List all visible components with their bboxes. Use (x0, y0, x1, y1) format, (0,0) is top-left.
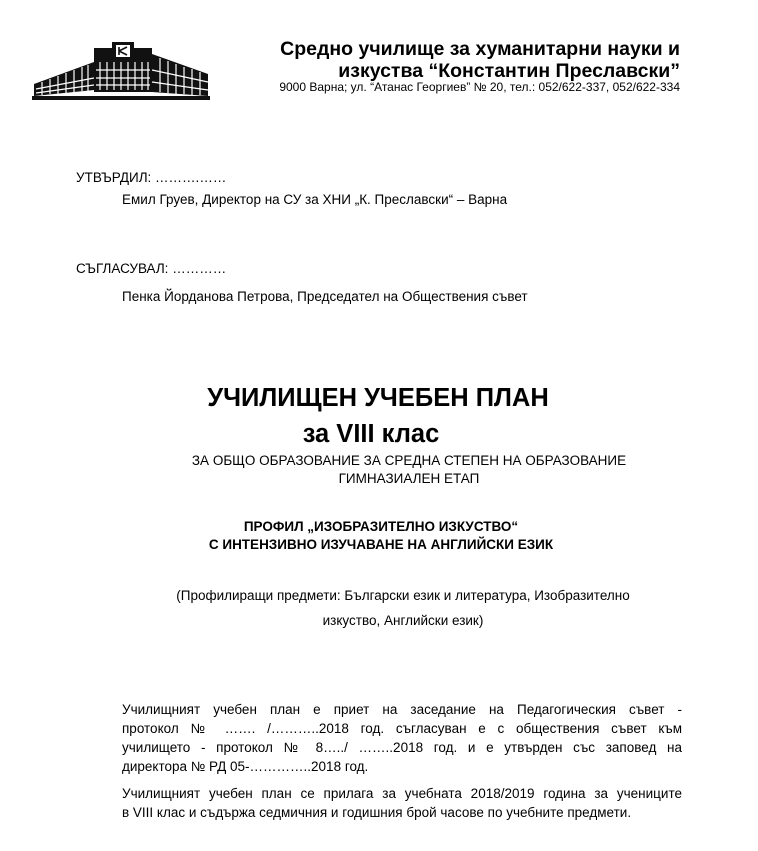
school-name-line1: Средно училище за хуманитарни науки и (280, 38, 680, 60)
profile-language: С ИНТЕНЗИВНО ИЗУЧАВАНЕ НА АНГЛИЙСКИ ЕЗИК (208, 537, 554, 552)
school-building-logo-icon (32, 40, 210, 102)
application-paragraph (122, 784, 682, 822)
education-level: ЗА ОБЩО ОБРАЗОВАНИЕ ЗА СРЕДНА СТЕПЕН НА ОБРАЗОВАНИЕ (191, 453, 627, 468)
adoption-line1: Училищният учебен план е приет на заседание на Педагогическия съвет - (122, 702, 682, 717)
adoption-paragraph (122, 700, 682, 776)
school-name (280, 38, 680, 82)
approved-name: Емил Груев, Директор на СУ за ХНИ „К. Преславски“ – Варна (122, 192, 508, 207)
profile-subjects-line1: (Профилиращи предмети: Български език и литература, Изобразително (176, 588, 630, 603)
application-line1: Училищният учебен план се прилага за учебната 2018/2019 година за учениците (122, 786, 682, 801)
adoption-line3: училището - протокол № 8…../ ……..2018 год. и е утвърден със заповед на (122, 740, 682, 755)
school-address: 9000 Варна; ул. “Атанас Георгиев” № 20, тел.: 052/622-337, 052/622-334 (279, 80, 680, 94)
adoption-line2: протокол № ……. /………..2018 год. съгласуван е с обществения съвет към (122, 721, 682, 736)
adoption-line4: директора № РД 05-…………..2018 год. (122, 759, 369, 774)
approved-label: УТВЪРДИЛ: ……….…… (76, 170, 227, 185)
agreed-name: Пенка Йорданова Петрова, Председател на Обществения съвет (122, 289, 528, 304)
document-title: УЧИЛИЩЕН УЧЕБЕН ПЛАН (207, 384, 549, 412)
document-class: за VIII клас (302, 420, 440, 448)
profile-subjects-line2: изкуство, Английски език) (322, 613, 484, 628)
school-name-line2: изкуства “Константин Преславски” (338, 60, 680, 82)
profile-subjects (150, 583, 656, 633)
application-line2: в VIII клас и съдържа седмичния и годишния брой часове по учебните предмети. (122, 805, 632, 820)
education-stage: ГИМНАЗИАЛЕН ЕТАП (338, 471, 480, 486)
agreed-label: СЪГЛАСУВАЛ: ………… (76, 261, 227, 276)
profile-title: ПРОФИЛ „ИЗОБРАЗИТЕЛНО ИЗКУСТВО“ (243, 519, 519, 534)
